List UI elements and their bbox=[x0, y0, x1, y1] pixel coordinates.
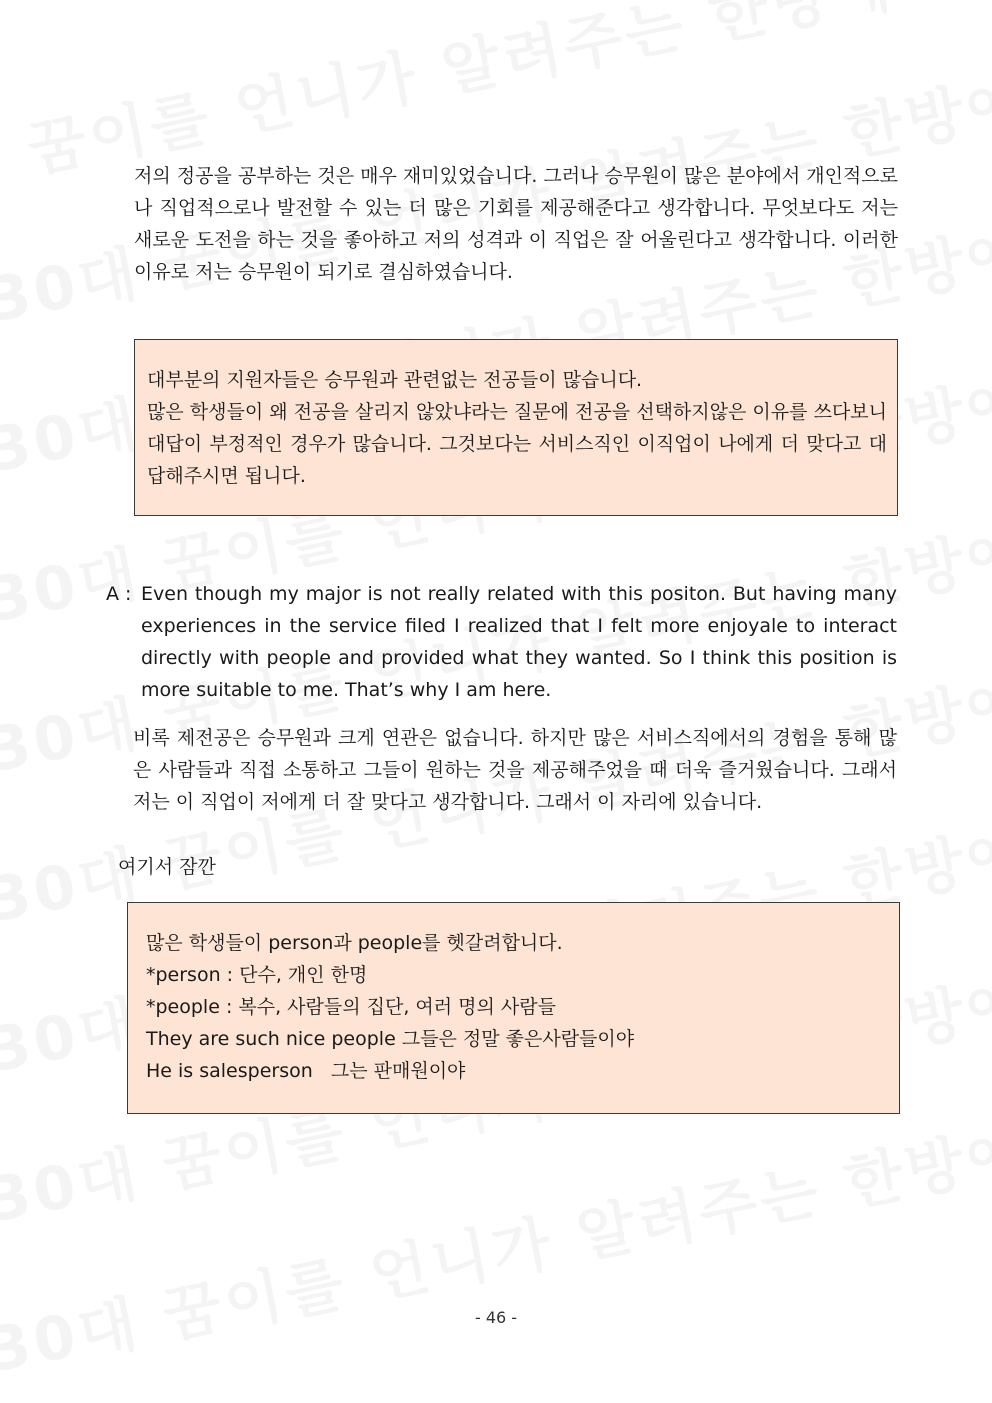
tip-box-person-people bbox=[127, 902, 900, 1114]
page-number: - 46 - bbox=[474, 1308, 518, 1327]
tip-box-major bbox=[134, 339, 898, 516]
tip-box-line: *people : 복수, 사람들의 집단, 여러 명의 사람들 bbox=[146, 996, 556, 1018]
translation-paragraph: 비록 제전공은 승무원과 크게 연관은 없습니다. 하지만 많은 서비스직에서의 경험을 통해 많은 사람들과 직접 소통하고 그들이 원하는 것을 제공해주었을 때 더욱 즐거웠습니다. 그래서 저는 이 직업이 저에게 더 잘 맞다고 생각합니다. 그래서 이 자리에 있습니다. bbox=[133, 727, 897, 813]
answer-label: A : bbox=[106, 583, 132, 605]
tip-box-line: 많은 학생들이 person과 people를 헷갈려합니다. bbox=[146, 932, 563, 954]
intro-paragraph: 저의 정공을 공부하는 것은 매우 재미있었습니다. 그러나 승무원이 많은 분야에서 개인적으로나 직업적으로나 발전할 수 있는 더 많은 기회를 제공해준다고 생각합니다. 무엇보다도 저는 새로운 도전을 하는 것을 좋아하고 저의 성격과 이 직업은 잘 어울린다고 생각합니다. 이러한 이유로 저는 승무원이 되기로 결심하였습니다. bbox=[134, 165, 898, 283]
tip-box-line: He is salesperson 그는 판매원이야 bbox=[146, 1060, 466, 1082]
tip-box-line: 대부분의 지원자들은 승무원과 관련없는 전공들이 많습니다. bbox=[147, 369, 643, 391]
answer-text: Even though my major is not really related with this positon. But having many experiences in the service filed I realized that I felt more enjoyale to interact directly with people and provided what they wanted. So I think this position is more suitable to me. That’s why I am here. bbox=[141, 583, 897, 701]
section-heading: 여기서 잠깐 bbox=[118, 856, 216, 878]
tip-box-body: 많은 학생들이 왜 전공을 살리지 않았냐라는 질문에 전공을 선택하지않은 이유를 쓰다보니 대답이 부정적인 경우가 많습니다. 그것보다는 서비스직인 이직업이 나에게 더 맞다고 대답해주시면 됩니다. bbox=[147, 401, 887, 487]
tip-box-line: *person : 단수, 개인 한명 bbox=[146, 964, 368, 986]
tip-box-line: They are such nice people 그들은 정말 좋은사람들이야 bbox=[146, 1028, 635, 1050]
